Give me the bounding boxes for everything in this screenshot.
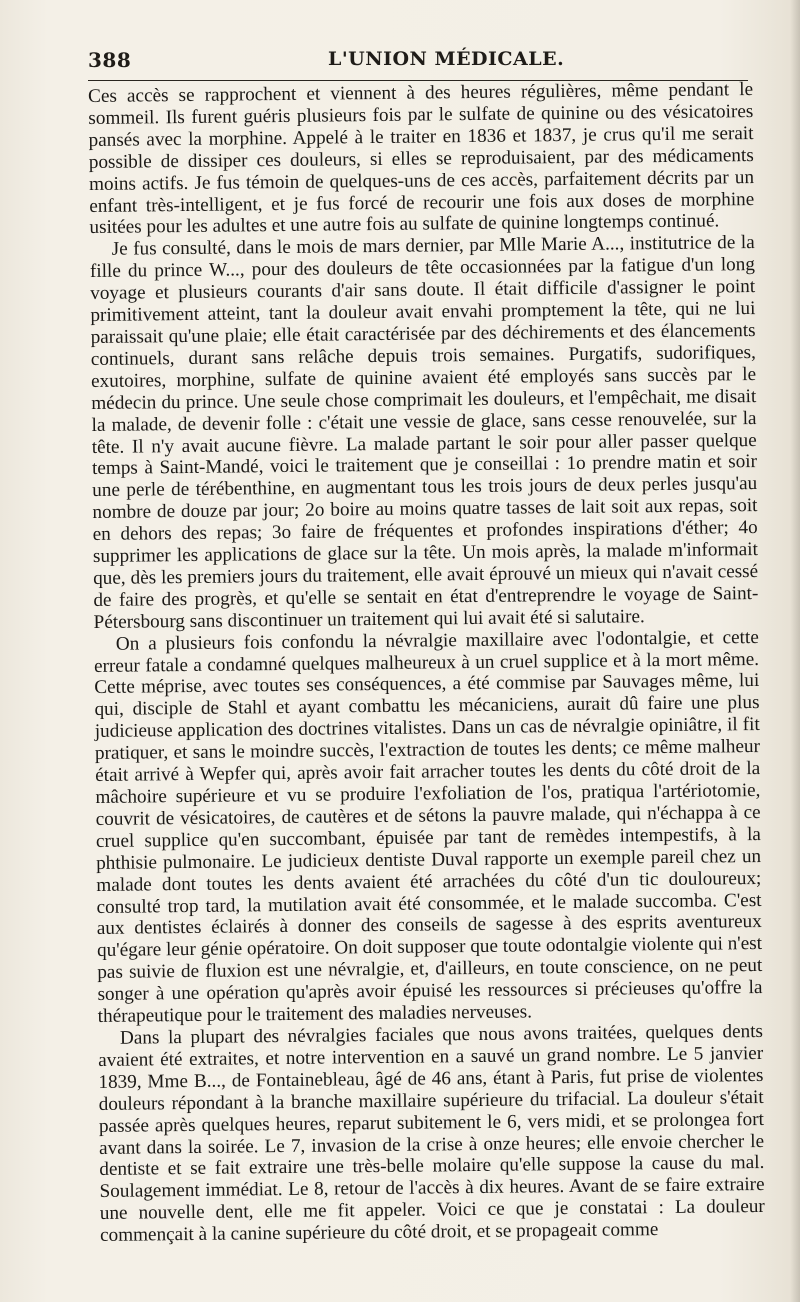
paragraph-continuation: Ces accès se rapprochent et viennent à des heures régulières, même pendant le sommeil. Ils furent guéris plusieurs fois par le sulfate de quinine ou des vésicatoires pansés avec la morphine. Appelé à le traiter en 1836 et 1837, je crus qu'il me serait possible de dissiper ces douleurs, si elles se reproduisaient, par des médicaments moins actifs. Je fus témoin de quelques-uns de ces accès, parfaitement décrits par un enfant très-intelligent, et je fus forcé de recourir une fois aux doses de morphine usitées pour les adultes et une autre fois au sulfate de quinine longtemps continué.	[88, 79, 755, 239]
body-text	[88, 79, 765, 1247]
paragraph-facial-neuralgia: Dans la plupart des névralgies faciales que nous avons traitées, quelques dents avaient été extraites, et notre intervention en a sauvé un grand nombre. Le 5 janvier 1839, Mme B..., de Fontainebleau, âgé de 46 ans, étant à Paris, fut prise de violentes douleurs répondant à la branche maxillaire supérieure du trifacial. La douleur s'était passée après quelques heures, reparut subitement le 6, vers midi, et se prolongea fort avant dans la soirée. Le 7, invasion de la crise à onze heures; elle envoie chercher le dentiste et se fait extraire une très-belle molaire qu'elle suppose la cause du mal. Soulagement immédiat. Le 8, retour de l'accès à dix heures. Avant de se faire extraire une nouvelle dent, elle me fit appeler. Voici ce que je constatai : La douleur commençait à la canine supérieure du côté droit, et se propageait comme	[98, 1020, 765, 1247]
page-edge-shadow	[790, 0, 800, 1302]
paragraph-case-marie: Je fus consulté, dans le mois de mars dernier, par Mlle Marie A..., institutrice de la fille du prince W..., pour des douleurs de tête occasionnées par la fatigue d'un long voyage et plusieurs courants d'air sans doute. Il était difficile d'assigner le point primitivement atteint, tant la douleur avait envahi promptement la tête, qui ne lui paraissait qu'une plaie; elle était caractérisée par des déchirements et des élancements continuels, durant sans relâche depuis trois semaines. Purgatifs, sudorifiques, exutoires, morphine, sulfate de quinine avaient été employés sans succès par le médecin du prince. Une seule chose comprimait les douleurs, et l'empêchait, me disait la malade, de devenir folle : c'était une vessie de glace, sans cesse renouvelée, sur la tête. Il n'y avait aucune fièvre. La malade partant le soir pour aller passer quelque temps à Saint-Mandé, voici le traitement que je conseillai : 1o prendre matin et soir une perle de térébenthine, en augmentant tous les trois jours de deux perles jusqu'au nombre de douze par jour; 2o boire au moins quatre tasses de lait soit aux repas, soit en dehors des repas; 3o faire de fréquentes et profondes inspirations d'éther; 4o supprimer les applications de glace sur la tête. Un mois après, la malade m'informait que, dès les premiers jours du traitement, elle avait éprouvé un mieux qui n'avait cessé de faire des progrès, et qu'elle se sentait en état d'entreprendre le voyage de Saint-Pétersbourg sans discontinuer un traitement qui lui avait été si salutaire.	[89, 232, 759, 633]
page-header	[88, 44, 748, 74]
running-title: L'UNION MÉDICALE.	[328, 48, 565, 70]
page-number: 388	[88, 48, 132, 72]
paragraph-odontalgia: On a plusieurs fois confondu la névralgie maxillaire avec l'odontalgie, et cette erreur fatale a condamné quelques malheureux à un cruel supplice et à la mort même. Cette méprise, avec toutes ses conséquences, a été commise par Sauvages même, lui qui, disciple de Stahl et ayant combattu les mécaniciens, aurait dû faire une plus judicieuse application des doctrines vitalistes. Dans un cas de névralgie opiniâtre, il fit pratiquer, et sans le moindre succès, l'extraction de toutes les dents; ce même malheur était arrivé à Wepfer qui, après avoir fait arracher toutes les dents du côté droit de la mâchoire supérieure et vu se produire l'exfoliation de l'os, pratiqua l'artériotomie, couvrit de vésicatoires, de cautères et de sétons la pauvre malade, qui n'échappa à ce cruel supplice qu'en succombant, épuisée par tant de remèdes intempestifs, à la phthisie pulmonaire. Le judicieux dentiste Duval rapporte un exemple pareil chez un malade dont toutes les dents avaient été arrachées du côté d'un tic douloureux; consulté trop tard, la mutilation avait été consommée, et le malade succomba. C'est aux dentistes éclairés à donner des conseils de sagesse à des esprits aventureux qu'égare leur génie opératoire. On doit supposer que toute odontalgie violente qui n'est pas suivie de fluxion est une névralgie, et, d'ailleurs, en toute conscience, on ne peut songer à une opération qu'après avoir épuisé les ressources si précieuses qu'offre la thérapeutique pour le traitement des maladies nerveuses.	[93, 626, 763, 1028]
